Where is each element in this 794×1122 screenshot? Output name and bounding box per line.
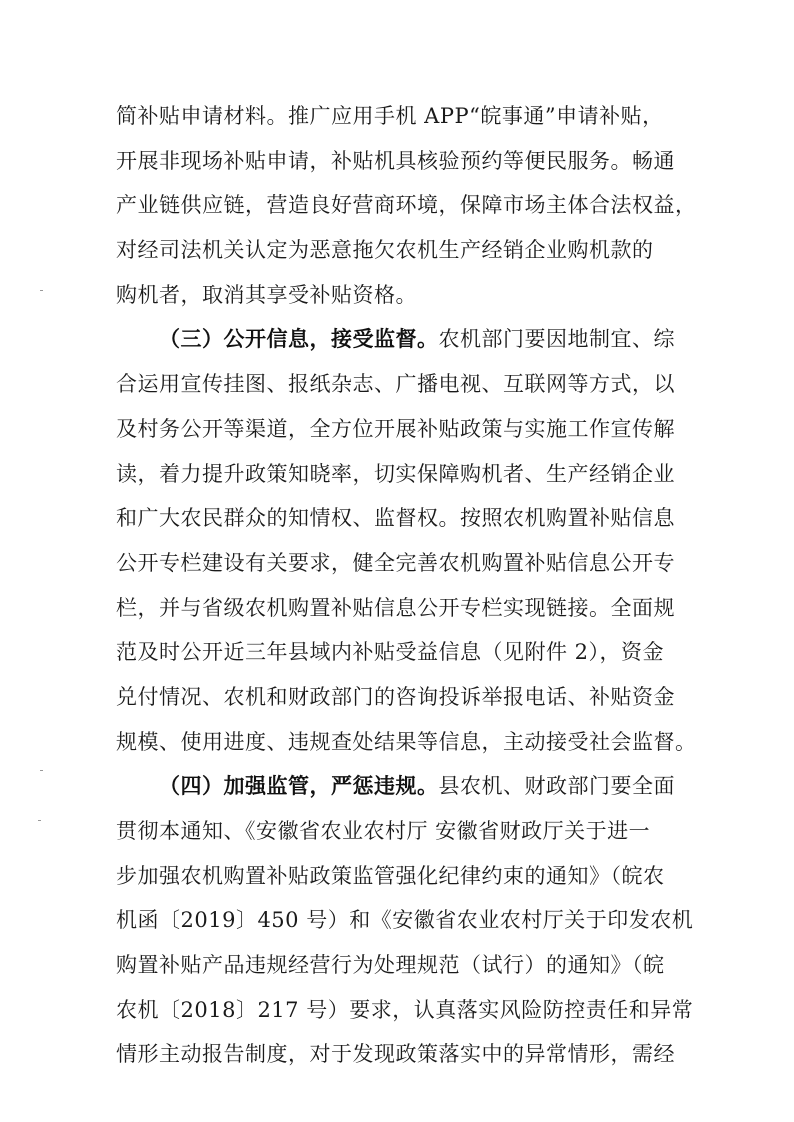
text-line: 步加强农机购置补贴政策监管强化纪律约束的通知》（皖农 <box>116 863 665 888</box>
section-3-text: 农机部门要因地制宜、综 <box>438 327 675 352</box>
text-line: 规模、使用进度、违规查处结果等信息，主动接受社会监督。 <box>116 729 697 754</box>
text-line: 对经司法机关认定为恶意拖欠农机生产经销企业购机款的 <box>116 238 654 263</box>
text-line: 购置补贴产品违规经营行为处理规范（试行）的通知》（皖 <box>116 953 665 978</box>
text-line: 公开专栏建设有关要求，健全完善农机购置补贴信息公开专 <box>116 550 675 575</box>
text-line: 合运用宣传挂图、报纸杂志、广播电视、互联网等方式，以 <box>116 372 675 397</box>
text-line: 栏，并与省级农机购置补贴信息公开专栏实现链接。全面规 <box>116 595 675 620</box>
scan-speck <box>38 820 41 821</box>
text-line: 开展非现场补贴申请，补贴机具核验预约等便民服务。畅通 <box>116 148 675 173</box>
section-4-text: 县农机、财政部门要全面 <box>438 774 675 799</box>
section-heading-4: （四）加强监管，严惩违规。 <box>159 774 439 799</box>
scan-speck <box>40 770 43 771</box>
section-heading-3: （三）公开信息，接受监督。 <box>159 327 439 352</box>
text-line: 购机者，取消其享受补贴资格。 <box>116 282 417 307</box>
text-line: 和广大农民群众的知情权、监督权。按照农机购置补贴信息 <box>116 506 675 531</box>
text-line: 读，着力提升政策知晓率，切实保障购机者、生产经销企业 <box>116 461 675 486</box>
text-line: 情形主动报告制度，对于发现政策落实中的异常情形，需经 <box>116 1042 675 1067</box>
text-line: 机函〔2019〕450 号）和《安徽省农业农村厅关于印发农机 <box>116 908 694 933</box>
text-line: 产业链供应链，营造良好营商环境，保障市场主体合法权益， <box>116 193 697 218</box>
text-line: 兑付情况、农机和财政部门的咨询投诉举报电话、补贴资金 <box>116 684 675 709</box>
scan-speck <box>40 290 43 291</box>
text-line: 范及时公开近三年县域内补贴受益信息（见附件 2），资金 <box>116 640 665 665</box>
text-line: 及村务公开等渠道，全方位开展补贴政策与实施工作宣传解 <box>116 416 675 441</box>
text-line: 贯彻本通知、《安徽省农业农村厅 安徽省财政厅关于进一 <box>116 819 651 843</box>
text-line: 农机〔2018〕217 号）要求，认真落实风险防控责任和异常 <box>116 997 694 1022</box>
document-page <box>116 94 696 1077</box>
section-4-first-line <box>116 764 696 809</box>
section-3-first-line <box>116 317 696 362</box>
text-line: 简补贴申请材料。推广应用手机 APP“皖事通”申请补贴， <box>116 104 664 128</box>
